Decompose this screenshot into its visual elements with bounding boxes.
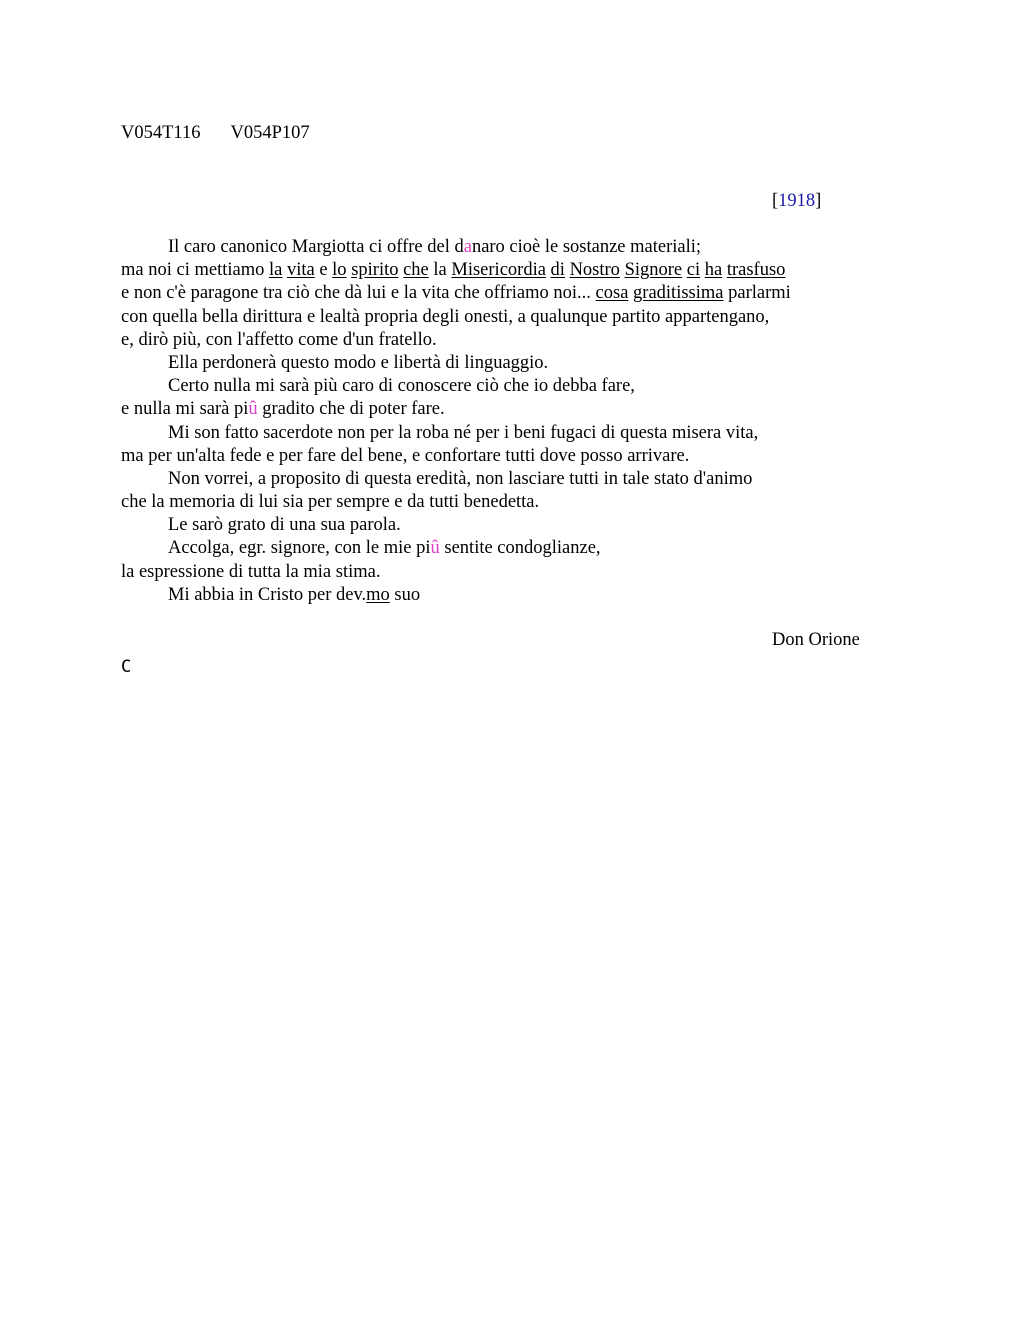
underlined-word: di: [550, 260, 565, 281]
underlined-word: mo: [366, 584, 390, 605]
document-codes: [121, 122, 310, 144]
date-bracket-open: [: [772, 191, 779, 211]
text-run: e nulla mi sarà pi: [121, 399, 249, 420]
underlined-word: Signore: [624, 260, 683, 281]
body-line: Mi son fatto sacerdote non per la roba né per i beni fugaci di questa misera vita,: [168, 422, 759, 443]
text-run: parlarmi: [723, 283, 791, 304]
underlined-word: cosa: [595, 283, 629, 304]
body-line: [121, 282, 881, 305]
text-run: la: [433, 260, 447, 281]
body-line: che la memoria di lui sia per sempre e da tutti benedetta.: [121, 492, 540, 513]
text-run: e non c'è paragone tra ciò che dà lui e la vita che offriamo noi...: [121, 283, 596, 304]
letter-body: [121, 236, 881, 607]
highlighted-char: a: [463, 237, 472, 257]
footer-mark: C: [121, 657, 132, 677]
underlined-word: graditissima: [633, 283, 724, 304]
underlined-word: vita: [286, 260, 315, 281]
text-run: Mi abbia in Cristo per dev.: [168, 584, 367, 605]
body-line: ma per un'alta fede e per fare del bene, e confortare tutti dove posso arrivare.: [121, 445, 690, 466]
text-run: suo: [389, 584, 421, 605]
text-run: e: [319, 260, 328, 281]
body-line: la espressione di tutta la mia stima.: [121, 561, 381, 582]
volume-page-code: V054P107: [230, 123, 310, 143]
text-run: sentite condoglianze,: [439, 538, 601, 559]
volume-text-code: V054T116: [121, 123, 201, 143]
body-line: con quella bella dirittura e lealtà propria degli onesti, a qualunque partito appartengano,: [121, 306, 770, 327]
underlined-word: Nostro: [569, 260, 620, 281]
highlighted-char: û: [248, 399, 258, 420]
date-bracket-close: ]: [815, 191, 822, 211]
body-line: [121, 398, 881, 421]
text-run: Il caro canonico Margiotta ci offre del d: [168, 237, 464, 257]
body-line: Le sarò grato di una sua parola.: [168, 515, 401, 536]
underlined-word: lo: [332, 260, 347, 281]
underlined-word: trasfuso: [726, 260, 786, 281]
text-run: ma noi ci mettiamo: [121, 260, 269, 281]
body-line: [121, 236, 881, 259]
highlighted-char: û: [430, 538, 440, 559]
body-line: Non vorrei, a proposito di questa eredità, non lasciare tutti in tale stato d'animo: [168, 468, 753, 489]
body-line: Certo nulla mi sarà più caro di conoscere ciò che io debba fare,: [168, 376, 635, 397]
letter-date: [772, 190, 821, 212]
text-run: naro cioè le sostanze materiali;: [471, 237, 702, 257]
text-run: Accolga, egr. signore, con le mie pi: [168, 538, 431, 559]
underlined-word: la: [268, 260, 283, 281]
body-line: e, dirò più, con l'affetto come d'un fratello.: [121, 329, 437, 350]
underlined-word: spirito: [351, 260, 399, 281]
body-line: Ella perdonerà questo modo e libertà di linguaggio.: [168, 352, 549, 373]
underlined-word: che: [403, 260, 429, 281]
body-line: [121, 537, 881, 560]
text-run: gradito che di poter fare.: [257, 399, 445, 420]
body-line: [121, 584, 881, 607]
underlined-word: Misericordia: [451, 260, 546, 281]
signature: Don Orione: [772, 630, 860, 650]
date-year-link[interactable]: 1918: [778, 191, 816, 211]
body-line: [121, 259, 881, 282]
underlined-word: ci: [686, 260, 701, 281]
underlined-word: ha: [704, 260, 723, 281]
